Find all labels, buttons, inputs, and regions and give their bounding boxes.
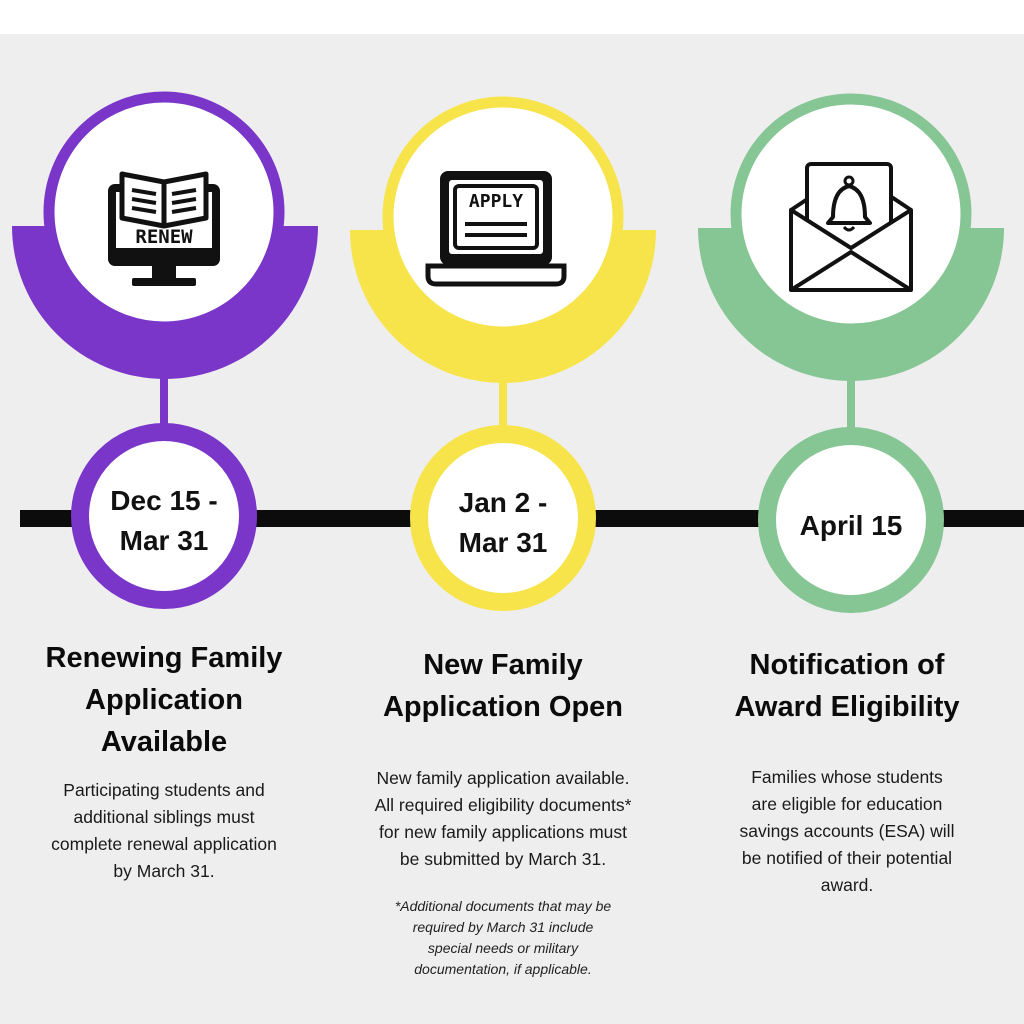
stage-1-description: Participating students and additional siblings must complete renewal application by March 31. xyxy=(51,780,277,881)
stage-2-connector xyxy=(499,377,507,429)
apply-icon-label: APPLY xyxy=(468,191,524,212)
stage-3-title: Notification of Award Eligibility xyxy=(734,649,960,723)
renew-icon-label: RENEW xyxy=(135,226,193,248)
stage-2-title: New Family Application Open xyxy=(382,649,624,723)
stage-2-date: Jan 2 - Mar 31 xyxy=(458,487,548,558)
envelope-bell-icon xyxy=(791,164,911,290)
stage-3-connector xyxy=(847,375,855,430)
stage-3-description: Families whose students are eligible for education savings accounts (ESA) will be notified of their potential award. xyxy=(739,767,955,895)
stage-3-date: April 15 xyxy=(799,510,903,541)
stage-1-title: Renewing Family Application Available xyxy=(45,642,283,758)
stage-2-description: New family application available. All required eligibility documents* for new family applications must be submitted by March 31. xyxy=(374,768,632,869)
stage-1-connector xyxy=(160,372,168,427)
laptop-apply-icon xyxy=(428,171,564,284)
stage-1-date: Dec 15 - Mar 31 xyxy=(110,485,218,556)
stage-2-footnote: *Additional documents that may be required by March 31 include special needs or military documentation, if applicable. xyxy=(394,898,612,977)
timeline-canvas xyxy=(0,34,1024,1024)
